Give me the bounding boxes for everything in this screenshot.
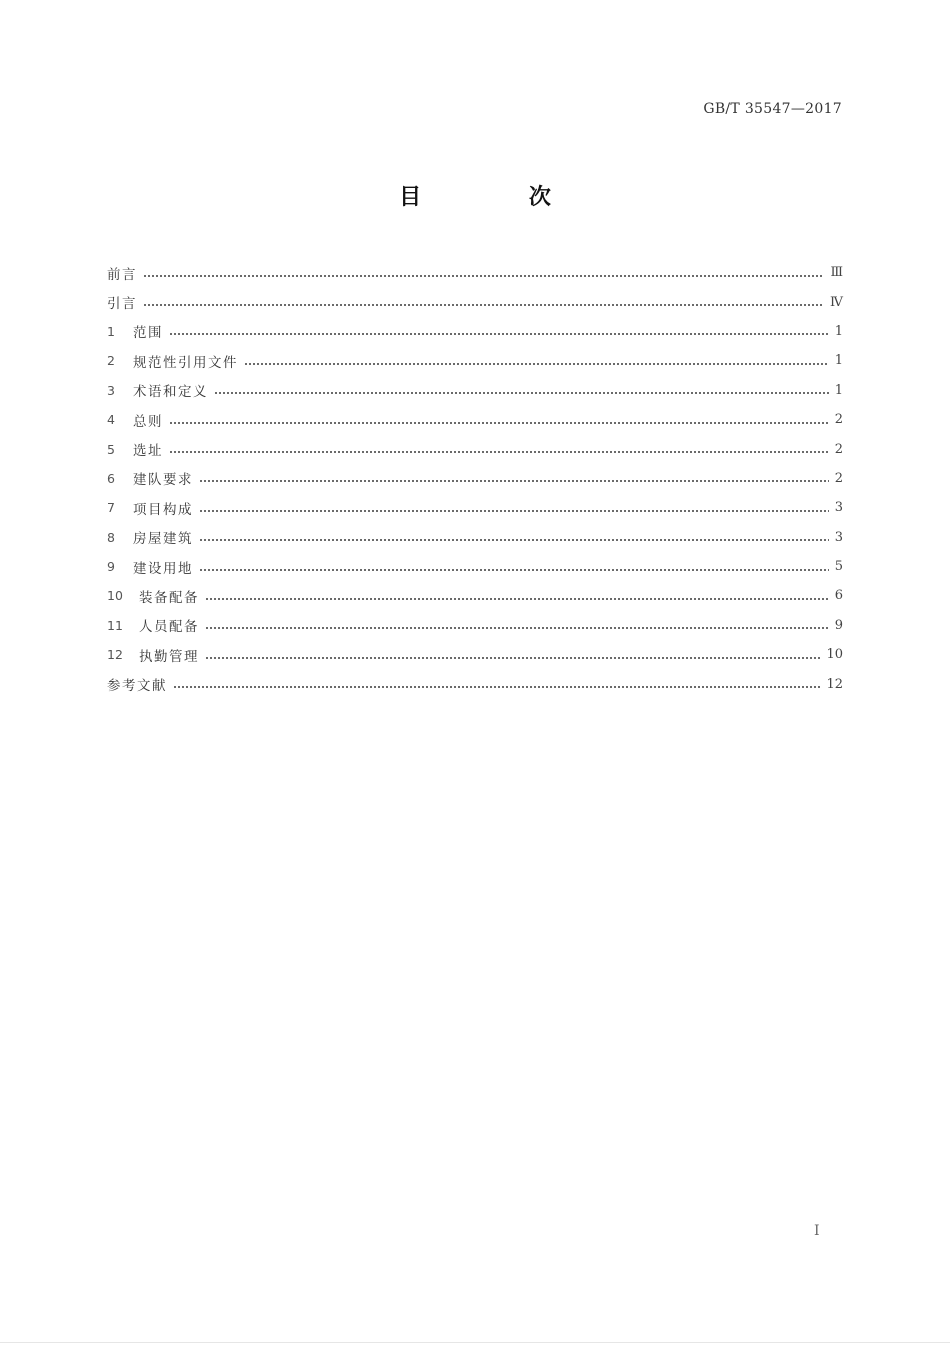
toc-item-page: 5: [834, 559, 843, 575]
toc-item-8[interactable]: [107, 523, 843, 552]
toc-item-title: 范围: [133, 325, 163, 342]
toc-item-3[interactable]: [107, 376, 843, 405]
toc-leader-dots: [214, 392, 829, 394]
toc-item-9[interactable]: [107, 552, 843, 581]
toc-item-page: Ⅳ: [830, 294, 843, 310]
toc-item-page: 3: [834, 529, 843, 545]
toc-item-page: 10: [826, 647, 843, 663]
toc-item-number: 3: [107, 382, 115, 398]
toc-item-title: 人员配备: [139, 619, 199, 636]
toc-item-2[interactable]: [107, 346, 843, 375]
toc-leader-dots: [199, 510, 829, 512]
toc-item-11[interactable]: [107, 611, 843, 640]
toc-item-4[interactable]: [107, 405, 843, 434]
toc-item-title: 房屋建筑: [133, 531, 193, 548]
toc-leader-dots: [169, 333, 829, 335]
page-title: 目 次: [399, 185, 601, 210]
toc-leader-dots: [199, 539, 829, 541]
toc-item-number: 10: [107, 588, 123, 604]
toc-item-5[interactable]: [107, 434, 843, 463]
toc-item-number: 5: [107, 441, 115, 457]
toc-item-page: 1: [834, 353, 843, 369]
toc-item-6[interactable]: [107, 464, 843, 493]
toc-item-number: 6: [107, 470, 115, 486]
standard-code: GB/T 35547—2017: [703, 101, 842, 117]
toc-item-page: 12: [826, 676, 843, 692]
toc-item-foreword[interactable]: [107, 258, 843, 287]
toc-item-title: 总则: [133, 413, 163, 430]
toc-item-page: 2: [834, 412, 843, 428]
toc-item-number: 12: [107, 647, 123, 663]
toc-item-number: 7: [107, 500, 115, 516]
toc-leader-dots: [143, 304, 824, 306]
toc-item-number: 4: [107, 412, 115, 428]
toc-item-number: 2: [107, 353, 115, 369]
toc-item-title: 参考文献: [107, 678, 167, 695]
toc-item-number: 1: [107, 323, 115, 339]
toc-item-title: 前言: [107, 266, 137, 283]
toc-item-page: 2: [834, 441, 843, 457]
toc-item-page: 2: [834, 470, 843, 486]
toc-item-page: 1: [834, 323, 843, 339]
toc-item-number: 9: [107, 559, 115, 575]
toc-item-title: 选址: [133, 443, 163, 460]
toc-item-page: 3: [834, 500, 843, 516]
toc-item-bibliography[interactable]: [107, 669, 843, 698]
toc-item-title: 规范性引用文件: [133, 354, 238, 371]
toc-item-title: 项目构成: [133, 501, 193, 518]
toc-item-title: 执勤管理: [139, 648, 199, 665]
toc-item-title: 引言: [107, 296, 137, 313]
toc-item-12[interactable]: [107, 640, 843, 669]
toc-item-page: 9: [834, 617, 843, 633]
toc-leader-dots: [205, 598, 829, 600]
toc-item-1[interactable]: [107, 317, 843, 346]
toc-item-page: 6: [834, 588, 843, 604]
toc-leader-dots: [169, 451, 829, 453]
toc-item-page: Ⅲ: [830, 265, 843, 281]
toc-item-10[interactable]: [107, 581, 843, 610]
toc-item-title: 术语和定义: [133, 384, 208, 401]
toc-leader-dots: [205, 657, 820, 659]
toc-item-number: 11: [107, 617, 123, 633]
toc-item-introduction[interactable]: [107, 287, 843, 316]
toc-item-title: 建队要求: [133, 472, 193, 489]
toc-leader-dots: [199, 569, 829, 571]
toc-item-title: 建设用地: [133, 560, 193, 577]
toc-item-page: 1: [834, 382, 843, 398]
toc-leader-dots: [244, 363, 829, 365]
page-number: I: [814, 1223, 820, 1239]
toc-leader-dots: [143, 275, 824, 277]
toc-item-number: 8: [107, 529, 115, 545]
toc-leader-dots: [205, 627, 829, 629]
toc-leader-dots: [169, 422, 829, 424]
toc-leader-dots: [199, 480, 829, 482]
toc-item-title: 装备配备: [139, 589, 199, 606]
toc-leader-dots: [173, 686, 820, 688]
page-bottom-edge: [0, 1342, 950, 1343]
table-of-contents: [107, 258, 843, 699]
toc-item-7[interactable]: [107, 493, 843, 522]
